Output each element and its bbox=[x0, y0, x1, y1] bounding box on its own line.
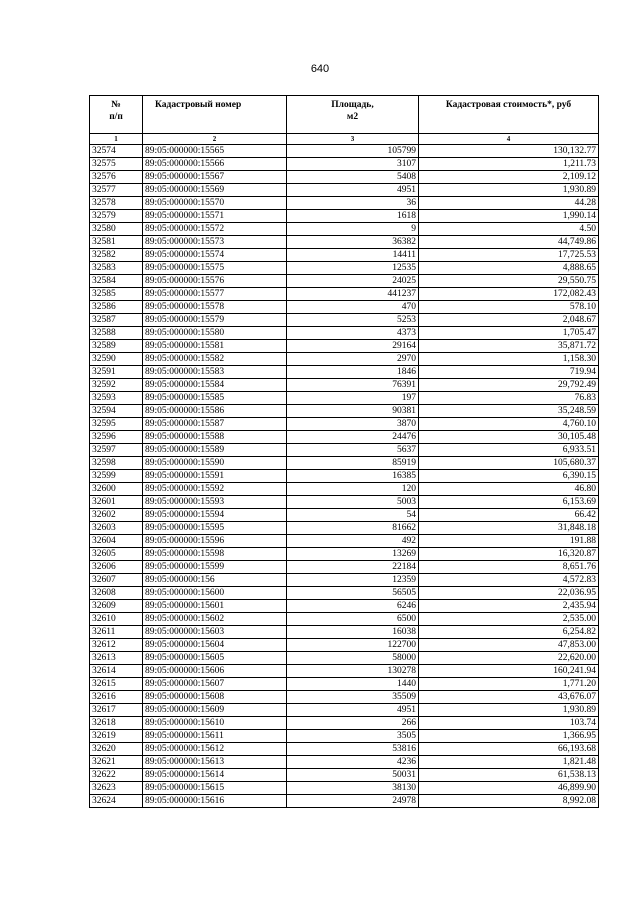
row-number-cell: 32613 bbox=[90, 652, 143, 665]
cadastral-number-cell: 89:05:000000:15575 bbox=[143, 262, 287, 275]
cadastral-number-cell: 89:05:000000:15577 bbox=[143, 288, 287, 301]
row-number-cell: 32582 bbox=[90, 249, 143, 262]
cadastral-cost-cell: 2,048.67 bbox=[419, 314, 599, 327]
cadastral-number-cell: 89:05:000000:15571 bbox=[143, 210, 287, 223]
cadastral-cost-cell: 35,248.59 bbox=[419, 405, 599, 418]
cadastral-cost-cell: 2,535.00 bbox=[419, 613, 599, 626]
cadastral-cost-cell: 191.88 bbox=[419, 535, 599, 548]
cadastral-cost-cell: 103.74 bbox=[419, 717, 599, 730]
area-cell: 470 bbox=[287, 301, 419, 314]
row-number-cell: 32574 bbox=[90, 145, 143, 158]
table-row bbox=[90, 587, 599, 600]
cadastral-number-cell: 89:05:000000:15611 bbox=[143, 730, 287, 743]
cadastral-cost-cell: 105,680.37 bbox=[419, 457, 599, 470]
table-row bbox=[90, 535, 599, 548]
table-row bbox=[90, 743, 599, 756]
table-body bbox=[90, 145, 599, 808]
area-cell: 3107 bbox=[287, 158, 419, 171]
area-cell: 56505 bbox=[287, 587, 419, 600]
cadastral-number-cell: 89:05:000000:15581 bbox=[143, 340, 287, 353]
area-cell: 1440 bbox=[287, 678, 419, 691]
cadastral-cost-cell: 43,676.07 bbox=[419, 691, 599, 704]
cadastral-number-cell: 89:05:000000:15565 bbox=[143, 145, 287, 158]
cadastral-number-cell: 89:05:000000:15600 bbox=[143, 587, 287, 600]
area-cell: 5253 bbox=[287, 314, 419, 327]
area-cell: 197 bbox=[287, 392, 419, 405]
cadastral-cost-cell: 66.42 bbox=[419, 509, 599, 522]
table-row bbox=[90, 210, 599, 223]
area-cell: 54 bbox=[287, 509, 419, 522]
cadastral-cost-cell: 578.10 bbox=[419, 301, 599, 314]
row-number-cell: 32609 bbox=[90, 600, 143, 613]
cadastral-number-cell: 89:05:000000:15604 bbox=[143, 639, 287, 652]
cadastral-cost-cell: 172,082.43 bbox=[419, 288, 599, 301]
column-number-2: 2 bbox=[143, 134, 287, 145]
row-number-cell: 32587 bbox=[90, 314, 143, 327]
cadastral-cost-cell: 4,572.83 bbox=[419, 574, 599, 587]
table-row bbox=[90, 223, 599, 236]
header-cadastral-number: Кадастровый номер bbox=[143, 96, 287, 134]
row-number-cell: 32602 bbox=[90, 509, 143, 522]
area-cell: 492 bbox=[287, 535, 419, 548]
area-cell: 13269 bbox=[287, 548, 419, 561]
area-cell: 16038 bbox=[287, 626, 419, 639]
cadastral-cost-cell: 1,705.47 bbox=[419, 327, 599, 340]
table-row bbox=[90, 509, 599, 522]
area-cell: 24025 bbox=[287, 275, 419, 288]
cadastral-number-cell: 89:05:000000:15599 bbox=[143, 561, 287, 574]
row-number-cell: 32604 bbox=[90, 535, 143, 548]
cadastral-number-cell: 89:05:000000:15588 bbox=[143, 431, 287, 444]
area-cell: 6246 bbox=[287, 600, 419, 613]
cadastral-cost-cell: 16,320.87 bbox=[419, 548, 599, 561]
cadastral-cost-cell: 4.50 bbox=[419, 223, 599, 236]
area-cell: 9 bbox=[287, 223, 419, 236]
cadastral-cost-cell: 160,241.94 bbox=[419, 665, 599, 678]
row-number-cell: 32608 bbox=[90, 587, 143, 600]
area-cell: 3505 bbox=[287, 730, 419, 743]
cadastral-cost-cell: 2,435.94 bbox=[419, 600, 599, 613]
cadastral-cost-cell: 1,821.48 bbox=[419, 756, 599, 769]
row-number-cell: 32612 bbox=[90, 639, 143, 652]
cadastral-number-cell: 89:05:000000:15603 bbox=[143, 626, 287, 639]
table-row bbox=[90, 769, 599, 782]
table-row bbox=[90, 678, 599, 691]
table-row bbox=[90, 392, 599, 405]
row-number-cell: 32616 bbox=[90, 691, 143, 704]
cadastral-cost-cell: 47,853.00 bbox=[419, 639, 599, 652]
table-row bbox=[90, 158, 599, 171]
cadastral-number-cell: 89:05:000000:15576 bbox=[143, 275, 287, 288]
table-row bbox=[90, 522, 599, 535]
table-row bbox=[90, 262, 599, 275]
table-row bbox=[90, 639, 599, 652]
table-row bbox=[90, 353, 599, 366]
table-row bbox=[90, 626, 599, 639]
table-row bbox=[90, 327, 599, 340]
area-cell: 3870 bbox=[287, 418, 419, 431]
table-row bbox=[90, 236, 599, 249]
cadastral-number-cell: 89:05:000000:15596 bbox=[143, 535, 287, 548]
table-row bbox=[90, 171, 599, 184]
table-row bbox=[90, 561, 599, 574]
cadastral-number-cell: 89:05:000000:15587 bbox=[143, 418, 287, 431]
cadastral-number-cell: 89:05:000000:15569 bbox=[143, 184, 287, 197]
area-cell: 38130 bbox=[287, 782, 419, 795]
cadastral-number-cell: 89:05:000000:15612 bbox=[143, 743, 287, 756]
cadastral-cost-cell: 76.83 bbox=[419, 392, 599, 405]
table-row bbox=[90, 496, 599, 509]
cadastral-cost-cell: 8,651.76 bbox=[419, 561, 599, 574]
area-cell: 16385 bbox=[287, 470, 419, 483]
area-cell: 58000 bbox=[287, 652, 419, 665]
row-number-cell: 32583 bbox=[90, 262, 143, 275]
row-number-cell: 32603 bbox=[90, 522, 143, 535]
area-cell: 105799 bbox=[287, 145, 419, 158]
cadastral-number-cell: 89:05:000000:15572 bbox=[143, 223, 287, 236]
cadastral-cost-cell: 1,366.95 bbox=[419, 730, 599, 743]
cadastral-table bbox=[89, 95, 599, 808]
cadastral-number-cell: 89:05:000000:15594 bbox=[143, 509, 287, 522]
area-cell: 36 bbox=[287, 197, 419, 210]
area-cell: 4373 bbox=[287, 327, 419, 340]
cadastral-cost-cell: 46,899.90 bbox=[419, 782, 599, 795]
cadastral-number-cell: 89:05:000000:15566 bbox=[143, 158, 287, 171]
row-number-cell: 32615 bbox=[90, 678, 143, 691]
cadastral-cost-cell: 1,930.89 bbox=[419, 184, 599, 197]
cadastral-cost-cell: 6,254.82 bbox=[419, 626, 599, 639]
row-number-cell: 32611 bbox=[90, 626, 143, 639]
table-row bbox=[90, 574, 599, 587]
area-cell: 81662 bbox=[287, 522, 419, 535]
cadastral-number-cell: 89:05:000000:15605 bbox=[143, 652, 287, 665]
row-number-cell: 32607 bbox=[90, 574, 143, 587]
row-number-cell: 32623 bbox=[90, 782, 143, 795]
area-cell: 36382 bbox=[287, 236, 419, 249]
table-row bbox=[90, 795, 599, 808]
column-number-4: 4 bbox=[419, 134, 599, 145]
cadastral-cost-cell: 6,933.51 bbox=[419, 444, 599, 457]
area-cell: 6500 bbox=[287, 613, 419, 626]
cadastral-cost-cell: 29,792.49 bbox=[419, 379, 599, 392]
table-row bbox=[90, 197, 599, 210]
row-number-cell: 32601 bbox=[90, 496, 143, 509]
row-number-cell: 32579 bbox=[90, 210, 143, 223]
table-row bbox=[90, 756, 599, 769]
cadastral-cost-cell: 44,749.86 bbox=[419, 236, 599, 249]
cadastral-cost-cell: 46.80 bbox=[419, 483, 599, 496]
area-cell: 24978 bbox=[287, 795, 419, 808]
cadastral-cost-cell: 1,990.14 bbox=[419, 210, 599, 223]
table-row bbox=[90, 418, 599, 431]
cadastral-number-cell: 89:05:000000:15613 bbox=[143, 756, 287, 769]
cadastral-cost-cell: 44.28 bbox=[419, 197, 599, 210]
cadastral-cost-cell: 66,193.68 bbox=[419, 743, 599, 756]
area-cell: 12359 bbox=[287, 574, 419, 587]
table-row bbox=[90, 665, 599, 678]
row-number-cell: 32621 bbox=[90, 756, 143, 769]
table-row bbox=[90, 405, 599, 418]
table-row bbox=[90, 431, 599, 444]
cadastral-number-cell: 89:05:000000:15584 bbox=[143, 379, 287, 392]
cadastral-cost-cell: 1,930.89 bbox=[419, 704, 599, 717]
cadastral-cost-cell: 35,871.72 bbox=[419, 340, 599, 353]
area-cell: 122700 bbox=[287, 639, 419, 652]
cadastral-cost-cell: 29,550.75 bbox=[419, 275, 599, 288]
cadastral-cost-cell: 17,725.53 bbox=[419, 249, 599, 262]
header-area-line2: м2 bbox=[346, 112, 359, 122]
table-row bbox=[90, 548, 599, 561]
row-number-cell: 32588 bbox=[90, 327, 143, 340]
cadastral-number-cell: 89:05:000000:15598 bbox=[143, 548, 287, 561]
table-row bbox=[90, 730, 599, 743]
cadastral-number-cell: 89:05:000000:15615 bbox=[143, 782, 287, 795]
row-number-cell: 32624 bbox=[90, 795, 143, 808]
table-row bbox=[90, 379, 599, 392]
cadastral-cost-cell: 30,105.48 bbox=[419, 431, 599, 444]
cadastral-cost-cell: 22,620.00 bbox=[419, 652, 599, 665]
cadastral-number-cell: 89:05:000000:15606 bbox=[143, 665, 287, 678]
row-number-cell: 32605 bbox=[90, 548, 143, 561]
cadastral-number-cell: 89:05:000000:15616 bbox=[143, 795, 287, 808]
cadastral-cost-cell: 1,771.20 bbox=[419, 678, 599, 691]
page-number: 640 bbox=[310, 63, 330, 75]
row-number-cell: 32597 bbox=[90, 444, 143, 457]
cadastral-cost-cell: 4,888.65 bbox=[419, 262, 599, 275]
cadastral-number-cell: 89:05:000000:15589 bbox=[143, 444, 287, 457]
row-number-cell: 32618 bbox=[90, 717, 143, 730]
area-cell: 35509 bbox=[287, 691, 419, 704]
cadastral-cost-cell: 1,158.30 bbox=[419, 353, 599, 366]
row-number-cell: 32591 bbox=[90, 366, 143, 379]
area-cell: 5637 bbox=[287, 444, 419, 457]
area-cell: 14411 bbox=[287, 249, 419, 262]
cadastral-number-cell: 89:05:000000:15609 bbox=[143, 704, 287, 717]
area-cell: 2970 bbox=[287, 353, 419, 366]
row-number-cell: 32599 bbox=[90, 470, 143, 483]
area-cell: 4236 bbox=[287, 756, 419, 769]
area-cell: 120 bbox=[287, 483, 419, 496]
cadastral-number-cell: 89:05:000000:15583 bbox=[143, 366, 287, 379]
area-cell: 1618 bbox=[287, 210, 419, 223]
area-cell: 53816 bbox=[287, 743, 419, 756]
row-number-cell: 32596 bbox=[90, 431, 143, 444]
row-number-cell: 32592 bbox=[90, 379, 143, 392]
area-cell: 5408 bbox=[287, 171, 419, 184]
header-row-number-line2: п/п bbox=[109, 112, 123, 122]
row-number-cell: 32578 bbox=[90, 197, 143, 210]
cadastral-cost-cell: 8,992.08 bbox=[419, 795, 599, 808]
row-number-cell: 32622 bbox=[90, 769, 143, 782]
table-row bbox=[90, 288, 599, 301]
table-row bbox=[90, 314, 599, 327]
table-row bbox=[90, 600, 599, 613]
table-row bbox=[90, 717, 599, 730]
area-cell: 130278 bbox=[287, 665, 419, 678]
cadastral-cost-cell: 6,390.15 bbox=[419, 470, 599, 483]
column-number-3: 3 bbox=[287, 134, 419, 145]
cadastral-cost-cell: 4,760.10 bbox=[419, 418, 599, 431]
cadastral-number-cell: 89:05:000000:15582 bbox=[143, 353, 287, 366]
table-row bbox=[90, 652, 599, 665]
cadastral-number-cell: 89:05:000000:15601 bbox=[143, 600, 287, 613]
cadastral-number-cell: 89:05:000000:15610 bbox=[143, 717, 287, 730]
row-number-cell: 32586 bbox=[90, 301, 143, 314]
row-number-cell: 32610 bbox=[90, 613, 143, 626]
area-cell: 266 bbox=[287, 717, 419, 730]
area-cell: 12535 bbox=[287, 262, 419, 275]
header-cadastral-cost: Кадастровая стоимость*, руб bbox=[419, 96, 599, 134]
row-number-cell: 32576 bbox=[90, 171, 143, 184]
area-cell: 5003 bbox=[287, 496, 419, 509]
column-number-row bbox=[90, 134, 599, 145]
cadastral-cost-cell: 2,109.12 bbox=[419, 171, 599, 184]
area-cell: 441237 bbox=[287, 288, 419, 301]
cadastral-number-cell: 89:05:000000:15590 bbox=[143, 457, 287, 470]
cadastral-cost-cell: 130,132.77 bbox=[419, 145, 599, 158]
row-number-cell: 32589 bbox=[90, 340, 143, 353]
table-row bbox=[90, 366, 599, 379]
area-cell: 24476 bbox=[287, 431, 419, 444]
row-number-cell: 32619 bbox=[90, 730, 143, 743]
row-number-cell: 32598 bbox=[90, 457, 143, 470]
cadastral-cost-cell: 31,848.18 bbox=[419, 522, 599, 535]
row-number-cell: 32594 bbox=[90, 405, 143, 418]
table-row bbox=[90, 704, 599, 717]
area-cell: 85919 bbox=[287, 457, 419, 470]
column-number-1: 1 bbox=[90, 134, 143, 145]
area-cell: 50031 bbox=[287, 769, 419, 782]
cadastral-cost-cell: 61,538.13 bbox=[419, 769, 599, 782]
area-cell: 1846 bbox=[287, 366, 419, 379]
cadastral-number-cell: 89:05:000000:15591 bbox=[143, 470, 287, 483]
row-number-cell: 32593 bbox=[90, 392, 143, 405]
row-number-cell: 32617 bbox=[90, 704, 143, 717]
table-row bbox=[90, 184, 599, 197]
area-cell: 4951 bbox=[287, 184, 419, 197]
table-row bbox=[90, 444, 599, 457]
cadastral-number-cell: 89:05:000000:15593 bbox=[143, 496, 287, 509]
area-cell: 4951 bbox=[287, 704, 419, 717]
area-cell: 29164 bbox=[287, 340, 419, 353]
header-area-line1: Площадь, bbox=[331, 100, 374, 110]
cadastral-number-cell: 89:05:000000:15570 bbox=[143, 197, 287, 210]
row-number-cell: 32581 bbox=[90, 236, 143, 249]
table-row bbox=[90, 613, 599, 626]
cadastral-cost-cell: 719.94 bbox=[419, 366, 599, 379]
area-cell: 90381 bbox=[287, 405, 419, 418]
cadastral-cost-cell: 1,211.73 bbox=[419, 158, 599, 171]
table-row bbox=[90, 340, 599, 353]
table-row bbox=[90, 691, 599, 704]
area-cell: 22184 bbox=[287, 561, 419, 574]
table-row bbox=[90, 470, 599, 483]
row-number-cell: 32584 bbox=[90, 275, 143, 288]
cadastral-number-cell: 89:05:000000:15574 bbox=[143, 249, 287, 262]
row-number-cell: 32590 bbox=[90, 353, 143, 366]
cadastral-number-cell: 89:05:000000:15579 bbox=[143, 314, 287, 327]
cadastral-cost-cell: 22,036.95 bbox=[419, 587, 599, 600]
cadastral-cost-cell: 6,153.69 bbox=[419, 496, 599, 509]
cadastral-number-cell: 89:05:000000:15585 bbox=[143, 392, 287, 405]
cadastral-number-cell: 89:05:000000:15614 bbox=[143, 769, 287, 782]
cadastral-number-cell: 89:05:000000:15602 bbox=[143, 613, 287, 626]
header-row-number bbox=[90, 96, 143, 134]
cadastral-number-cell: 89:05:000000:15608 bbox=[143, 691, 287, 704]
table-row bbox=[90, 275, 599, 288]
area-cell: 76391 bbox=[287, 379, 419, 392]
row-number-cell: 32620 bbox=[90, 743, 143, 756]
cadastral-number-cell: 89:05:000000:15592 bbox=[143, 483, 287, 496]
cadastral-number-cell: 89:05:000000:15580 bbox=[143, 327, 287, 340]
cadastral-number-cell: 89:05:000000:15595 bbox=[143, 522, 287, 535]
row-number-cell: 32585 bbox=[90, 288, 143, 301]
row-number-cell: 32577 bbox=[90, 184, 143, 197]
table-header-row bbox=[90, 96, 599, 134]
row-number-cell: 32606 bbox=[90, 561, 143, 574]
row-number-cell: 32575 bbox=[90, 158, 143, 171]
row-number-cell: 32614 bbox=[90, 665, 143, 678]
row-number-cell: 32595 bbox=[90, 418, 143, 431]
table-row bbox=[90, 457, 599, 470]
row-number-cell: 32580 bbox=[90, 223, 143, 236]
header-area bbox=[287, 96, 419, 134]
cadastral-number-cell: 89:05:000000:15586 bbox=[143, 405, 287, 418]
row-number-cell: 32600 bbox=[90, 483, 143, 496]
table-row bbox=[90, 145, 599, 158]
header-row-number-line1: № bbox=[111, 100, 121, 110]
table-row bbox=[90, 782, 599, 795]
cadastral-number-cell: 89:05:000000:15567 bbox=[143, 171, 287, 184]
table-row bbox=[90, 249, 599, 262]
cadastral-number-cell: 89:05:000000:15578 bbox=[143, 301, 287, 314]
cadastral-number-cell: 89:05:000000:15573 bbox=[143, 236, 287, 249]
table-row bbox=[90, 483, 599, 496]
table-row bbox=[90, 301, 599, 314]
cadastral-number-cell: 89:05:000000:15607 bbox=[143, 678, 287, 691]
cadastral-number-cell: 89:05:000000:156 bbox=[143, 574, 287, 587]
